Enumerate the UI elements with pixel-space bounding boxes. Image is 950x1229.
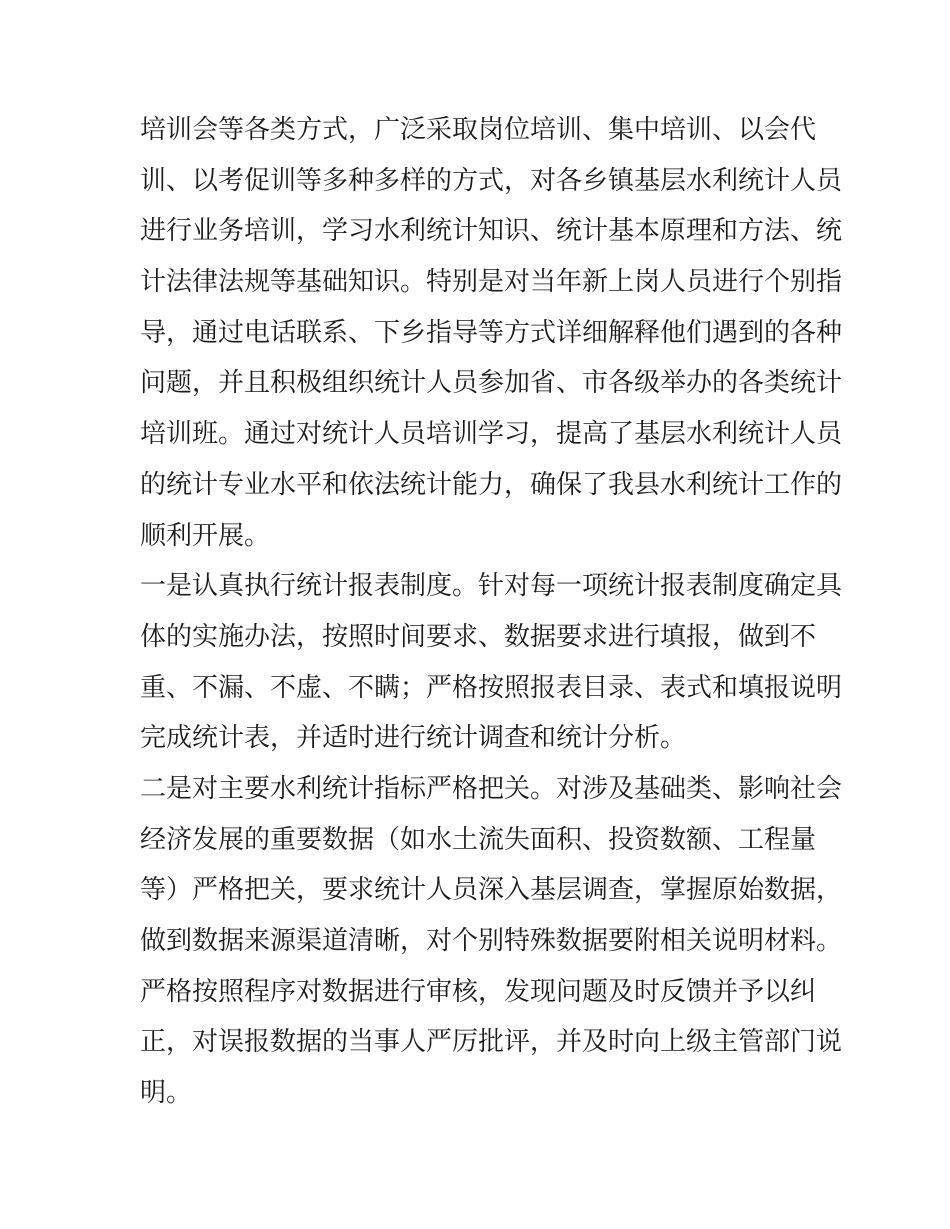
text-line: 正，对误报数据的当事人严厉批评，并及时向上级主管部门说: [140, 1027, 843, 1058]
text-line: 明。: [140, 1078, 193, 1109]
text-line: 等）严格把关，要求统计人员深入基层调查，掌握原始数据，: [140, 875, 843, 906]
paragraph-report-system: [140, 561, 843, 764]
text-line: 一是认真执行统计报表制度。针对每一项统计报表制度确定具: [140, 571, 843, 602]
text-line: 做到数据来源渠道清晰，对个别特殊数据要附相关说明材料。: [140, 926, 843, 956]
text-line: 的统计专业水平和依法统计能力，确保了我县水利统计工作的: [140, 469, 843, 500]
text-line: 重、不漏、不虚、不瞒；严格按照报表目录、表式和填报说明: [140, 672, 843, 703]
text-line: 经济发展的重要数据（如水土流失面积、投资数额、工程量: [140, 824, 817, 855]
text-line: 培训班。通过对统计人员培训学习，提高了基层水利统计人员: [140, 419, 843, 450]
text-line: 训、以考促训等多种多样的方式，对各乡镇基层水利统计人员: [140, 165, 843, 196]
text-line: 导，通过电话联系、下乡指导等方式详细解释他们遇到的各种: [140, 317, 843, 348]
text-line: 培训会等各类方式，广泛采取岗位培训、集中培训、以会代: [140, 115, 817, 145]
text-line: 进行业务培训，学习水利统计知识、统计基本原理和方法、统: [140, 216, 843, 247]
text-line: 计法律法规等基础知识。特别是对当年新上岗人员进行个别指: [140, 267, 843, 298]
text-line: 体的实施办法，按照时间要求、数据要求进行填报，做到不: [140, 621, 817, 652]
text-line: 严格按照程序对数据进行审核，发现问题及时反馈并予以纠: [140, 976, 817, 1007]
document-body: [140, 105, 843, 1119]
paragraph-training: [140, 105, 843, 561]
text-line: 完成统计表，并适时进行统计调查和统计分析。: [140, 723, 687, 754]
paragraph-indicator-control: [140, 764, 843, 1119]
text-line: 二是对主要水利统计指标严格把关。对涉及基础类、影响社会: [140, 773, 843, 804]
text-line: 顺利开展。: [140, 520, 271, 551]
text-line: 问题，并且积极组织统计人员参加省、市各级举办的各类统计: [140, 368, 843, 399]
